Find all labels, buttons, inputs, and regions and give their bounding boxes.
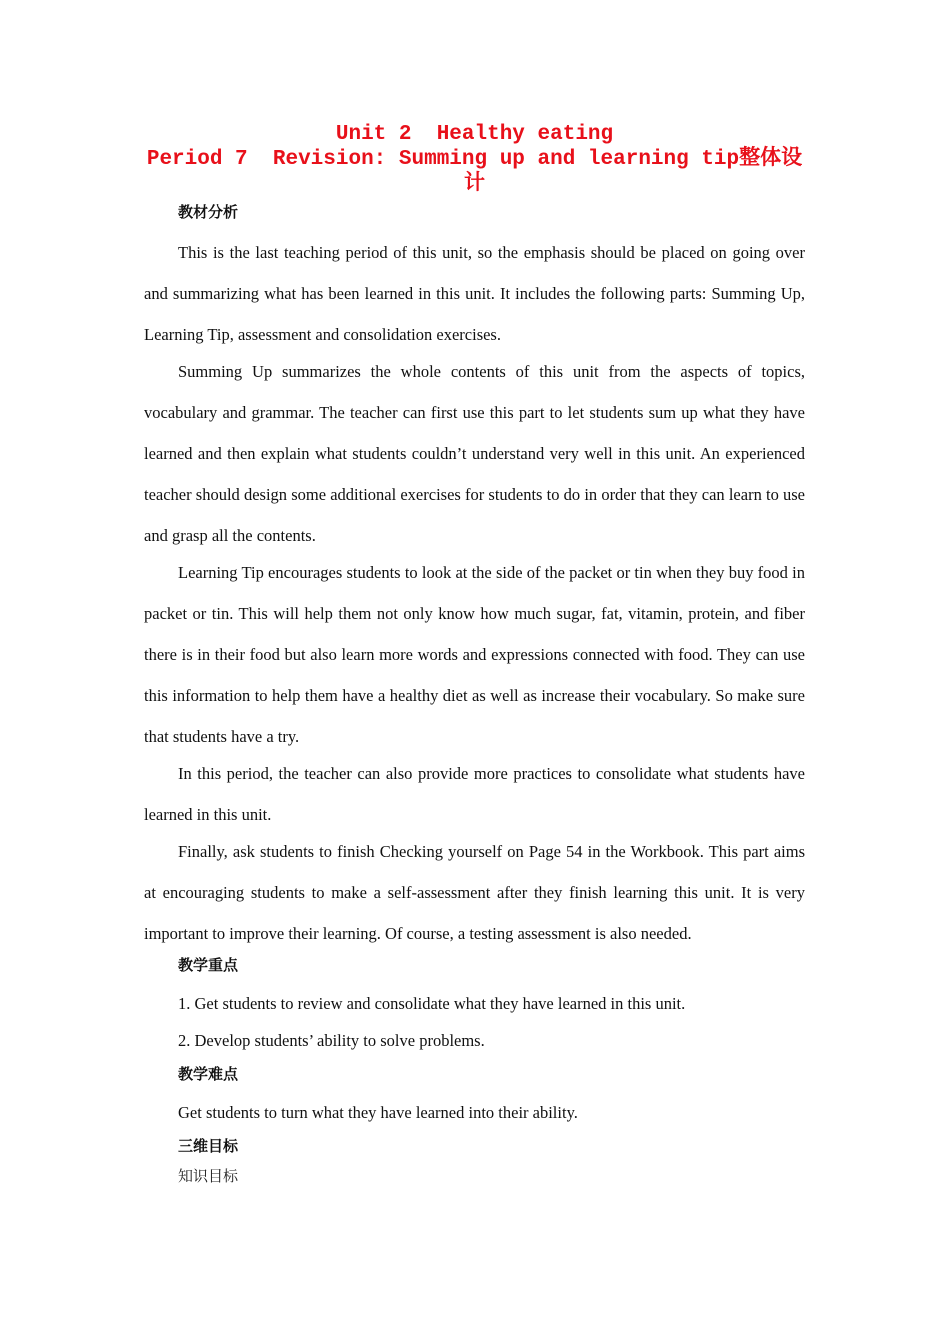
heading-material-analysis: 教材分析 [178, 203, 239, 221]
focus-item-1: 1. Get students to review and consolidate what they have learned in this unit. [178, 994, 686, 1013]
focus-item-2: 2. Develop students’ ability to solve problems. [178, 1031, 485, 1050]
analysis-paragraph-1: This is the last teaching period of this unit, so the emphasis should be placed on going over and summarizing what has been learned in this unit. It includes the following parts: Summing Up, Learning Tip, assessment and consolidation exercises. [144, 243, 805, 344]
subheading-knowledge-goals: 知识目标 [178, 1167, 239, 1185]
analysis-paragraph-2: Summing Up summarizes the whole contents of this unit from the aspects of topics, vocabulary and grammar. The teacher can first use this part to let students sum up what they have learned and then explain what students couldn’t understand very well in this unit. An experienced teacher should design some additional exercises for students to do in order that they can learn to use and grasp all the contents. [144, 362, 805, 545]
title-line-unit: Unit 2 Healthy eating [335, 123, 614, 146]
title-line-period: Period 7 Revision: Summing up and learning tip整体设 [146, 148, 803, 171]
analysis-paragraph-4: In this period, the teacher can also provide more practices to consolidate what students have learned in this unit. [144, 764, 805, 824]
heading-teaching-difficulties: 教学难点 [178, 1065, 239, 1083]
document-title [144, 122, 805, 197]
difficulty-item-1: Get students to turn what they have learned into their ability. [178, 1103, 578, 1122]
heading-three-dimensional-goals: 三维目标 [178, 1137, 239, 1155]
document-page [144, 122, 805, 1186]
heading-teaching-focus: 教学重点 [178, 956, 239, 974]
title-line-continuation: 计 [464, 173, 485, 196]
analysis-paragraph-5: Finally, ask students to finish Checking yourself on Page 54 in the Workbook. This part aims at encouraging students to make a self-assessment after they finish learning this unit. It is very important to improve their learning. Of course, a testing assessment is also needed. [144, 842, 805, 943]
analysis-paragraph-3: Learning Tip encourages students to look at the side of the packet or tin when they buy food in packet or tin. This will help them not only know how much sugar, fat, vitamin, protein, and fiber there is in their food but also learn more words and expressions connected with food. They can use this information to help them have a healthy diet as well as increase their vocabulary. So make sure that students have a try. [144, 563, 805, 746]
